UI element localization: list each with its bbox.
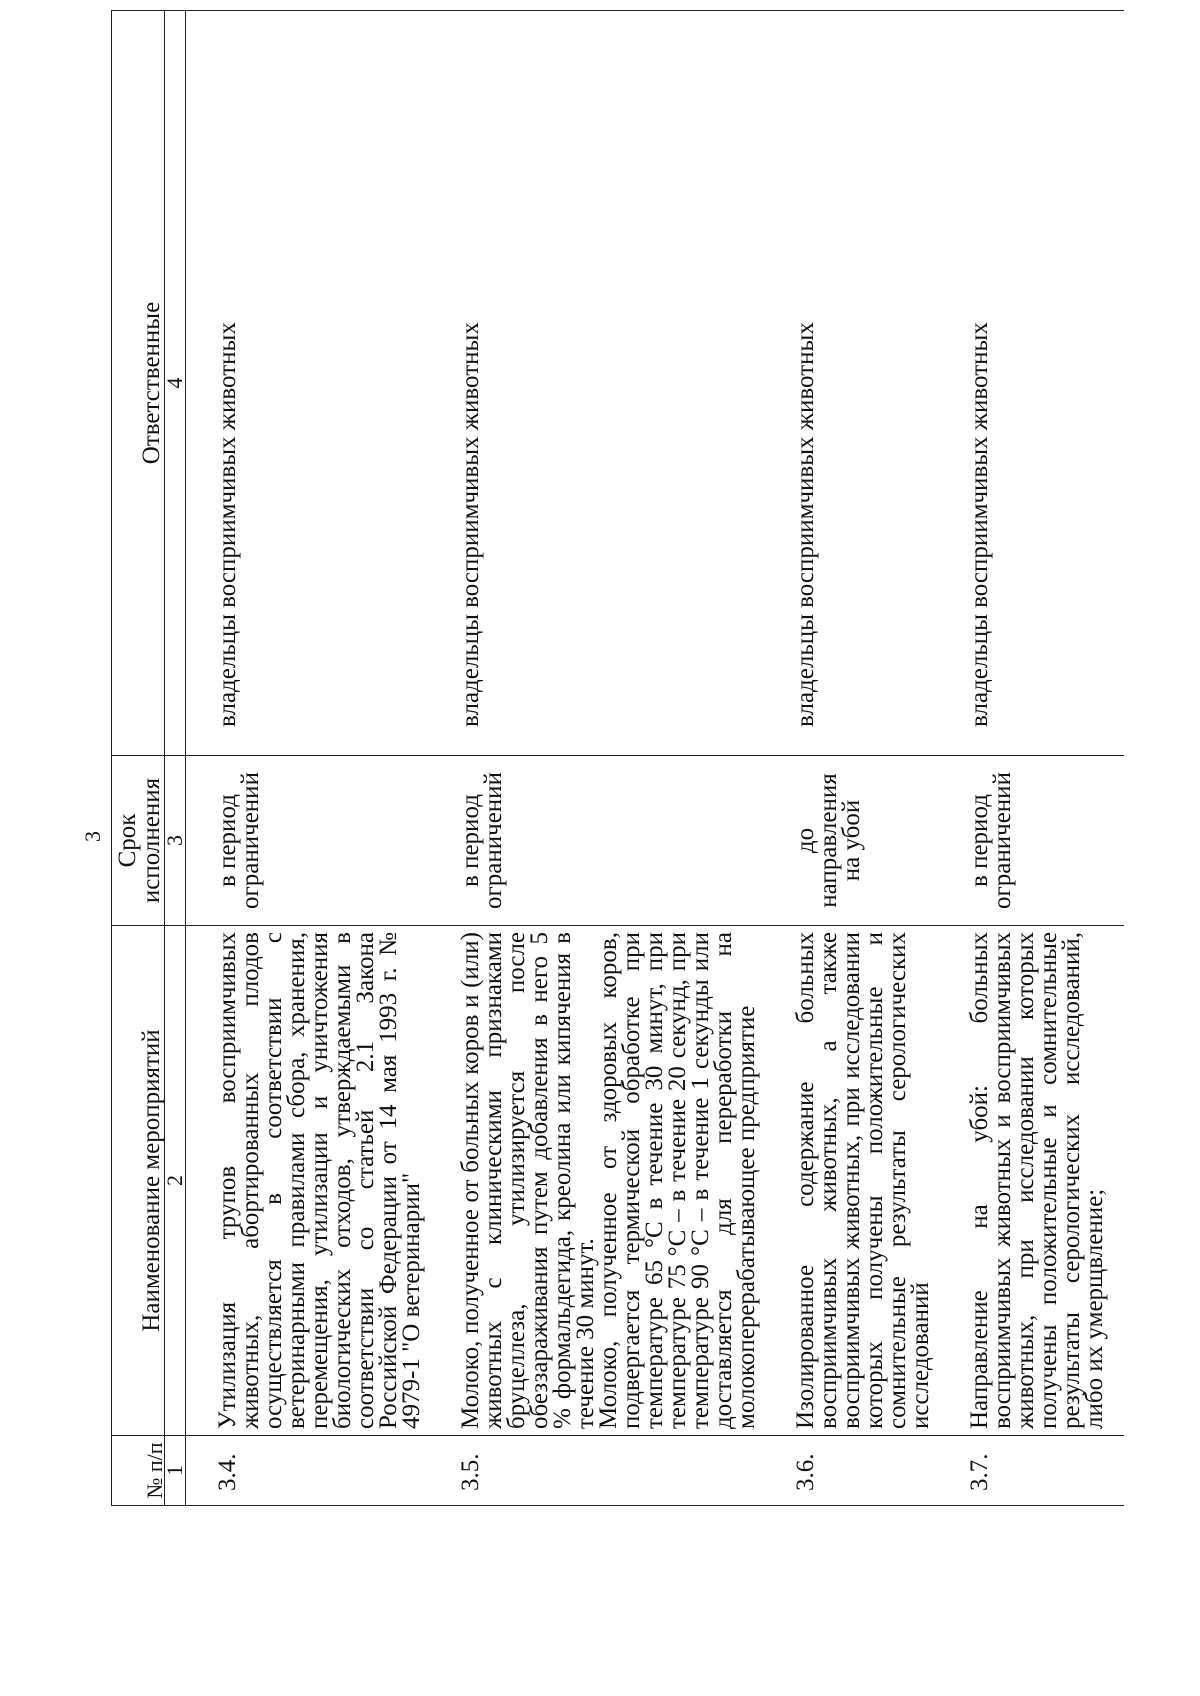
row-measure [186, 926, 442, 1436]
row-responsible: владельцы восприимчивых животных [950, 11, 1124, 756]
row-term: в период ограничений [441, 756, 776, 926]
measure-paragraph: Изолированное содержание больных восприимчивых животных, а также восприимчивых животных, при исследовании которых получены положительные и сомнительные результаты серологических исследований [792, 932, 934, 1429]
row-term: в период ограничений [186, 756, 442, 926]
row-responsible: владельцы восприимчивых животных [186, 11, 442, 756]
row-measure [950, 926, 1124, 1436]
column-number: 4 [165, 11, 186, 756]
table-row [186, 11, 442, 1506]
measure-paragraph: Молоко, полученное от здоровых коров, подвергается термической обработке при температуре 65 °С в течение 30 минут, при температуре 75 °С – в течение 20 секунд, при температуре 90 °С – в течение 1 секунды или доставляется для переработки на молокоперерабатывающее предприятие [595, 932, 760, 1429]
header-num: № п/п [112, 1436, 165, 1506]
row-measure [441, 926, 776, 1436]
measure-paragraph: Молоко, полученное от больных коров и (или) животных с клиническими признаками бруцеллеза, утилизируется после обеззараживания путем добавления в него 5 % формальдегида, креолина или кипячения в течение 30 минут. [457, 932, 599, 1429]
row-responsible: владельцы восприимчивых животных [776, 11, 950, 756]
row-term: до направления на убой [776, 756, 950, 926]
table-row [950, 11, 1124, 1506]
page-number: 3 [80, 831, 105, 842]
row-number: 3.4. [186, 1436, 442, 1506]
measures-table [111, 10, 1124, 1506]
header-name: Наименование мероприятий [112, 926, 165, 1436]
row-term: в период ограничений [950, 756, 1124, 926]
header-term: Срок исполнения [112, 756, 165, 926]
row-responsible: владельцы восприимчивых животных [441, 11, 776, 756]
row-measure [776, 926, 950, 1436]
column-number: 1 [165, 1436, 186, 1506]
measure-paragraph: Направление на убой: больных восприимчивых животных и восприимчивых животных, при исследовании которых получены положительные и сомнительные результаты серологических исследований, либо их умерщвление; [966, 932, 1108, 1429]
column-number-row [165, 11, 186, 1506]
column-number: 3 [165, 756, 186, 926]
table-row [776, 11, 950, 1506]
measure-paragraph: Утилизация трупов восприимчивых животных, абортированных плодов осуществляется в соответствии с ветеринарными правилами сбора, хранения, перемещения, утилизации и уничтожения биологических отходов, утверждаемыми в соответствии со статьей 2.1 Закона Российской Федерации от 14 мая 1993 г. № 4979-1 "О ветеринарии" [214, 932, 425, 1429]
header-row [112, 11, 165, 1506]
row-number: 3.5. [441, 1436, 776, 1506]
table-row [441, 11, 776, 1506]
column-number: 2 [165, 926, 186, 1436]
header-resp: Ответственные [112, 11, 165, 756]
row-number: 3.6. [776, 1436, 950, 1506]
row-number: 3.7. [950, 1436, 1124, 1506]
